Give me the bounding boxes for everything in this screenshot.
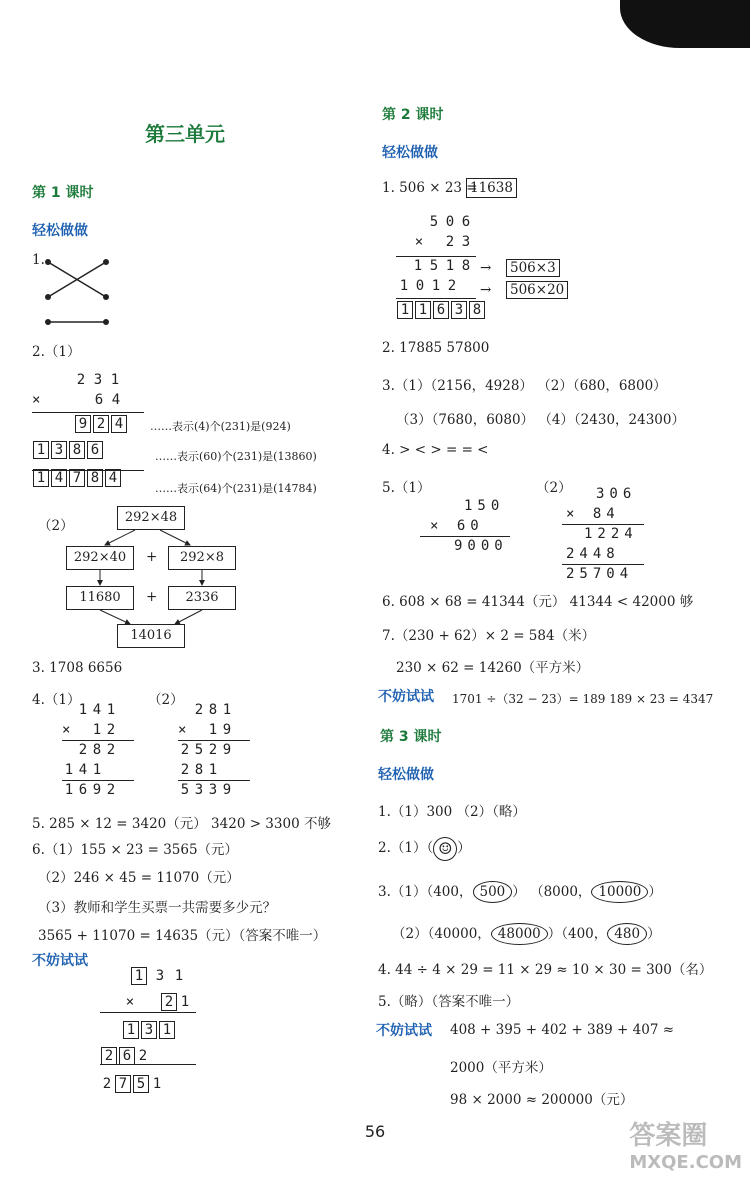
vertical-multiplication-r-q5b: 306 × 84 1224 2448 25704	[566, 486, 638, 582]
lesson-2-heading: 第 2 课时	[382, 107, 444, 123]
page-number: 56	[364, 1122, 386, 1141]
try-2-answer: 1701 ÷（32 − 23）= 189 189 × 23 = 4347	[452, 692, 714, 706]
flow-box-left: 292×40	[66, 546, 134, 570]
easy-section-heading-3: 轻松做做	[378, 767, 434, 783]
rule-line	[100, 1064, 196, 1065]
rule-line	[562, 564, 644, 565]
smiley-face-icon: ☺	[433, 837, 457, 861]
unit-title: 第三单元	[145, 122, 225, 146]
matching-lines-diagram	[40, 252, 120, 332]
r-question-7-row-1: 7.（230 + 62）× 2 = 584（米）	[382, 628, 596, 644]
try-3-line-2: 2000（平方米）	[450, 1060, 552, 1076]
flow-box-top: 292×48	[117, 506, 185, 530]
try-section-heading-3: 不妨试试	[376, 1023, 432, 1039]
try-section-heading: 不妨试试	[32, 953, 88, 969]
r-q1-partial-1: 506×3	[506, 259, 560, 277]
vertical-multiplication-q4b: 2 8 1 × 1 9 2 5 2 9 2 8 1 5 3 3 9	[178, 702, 232, 798]
arrow-icon: →	[480, 282, 492, 298]
q2-note-2: ……表示(60)个(231)是(13860)	[155, 450, 317, 463]
question-6-answer: 3565 + 11070 = 14635（元）（答案不唯一）	[38, 928, 327, 944]
easy-section-heading: 轻松做做	[32, 223, 88, 239]
r-question-3-row-2: （3）（7680，6080） （4）（2430，24300）	[396, 412, 685, 428]
l3-question-4: 4. 44 ÷ 4 × 29 = 11 × 29 ≈ 10 × 30 = 300（名）	[378, 962, 713, 978]
vertical-multiplication-q2: 2 3 1 × 6 4 9 2 4 1 3 8 6 1 4 7 8 4	[32, 370, 128, 488]
r-question-5-label: 5.（1）	[382, 480, 431, 496]
rule-line	[562, 524, 644, 525]
r-question-5-part-2-label: （2）	[536, 480, 572, 496]
rule-line	[62, 740, 134, 741]
r-question-7-row-2: 230 × 62 = 14260（平方米）	[396, 660, 590, 676]
l3-question-5: 5.（略）（答案不唯一）	[378, 994, 520, 1010]
l3-question-3-row-2: （2）（40000， 48000 ）（400， 480 ）	[392, 922, 661, 945]
r-question-6: 6. 608 × 68 = 41344（元） 41344 < 42000 够	[382, 594, 694, 610]
question-6-part-2: （2）246 × 45 = 11070（元）	[38, 870, 240, 886]
l3-question-2: 2.（1）（ ☺ ）	[378, 836, 471, 861]
flow-arrows	[60, 500, 250, 630]
easy-section-heading-2: 轻松做做	[382, 145, 438, 161]
question-4-label: 4.（1）	[32, 692, 81, 708]
question-2-label: 2.（1）	[32, 344, 81, 360]
rule-line	[396, 298, 476, 299]
rule-line	[420, 536, 510, 537]
l3-question-1: 1.（1）300 （2）（略）	[378, 804, 526, 820]
flow-box-right-result: 2336	[168, 586, 236, 610]
circled-answer: 500	[473, 881, 513, 903]
vertical-multiplication-r-q5a: 150 × 60 9000	[430, 498, 508, 554]
circled-answer: 480	[607, 923, 647, 945]
flow-box-bottom: 14016	[117, 624, 185, 648]
arrow-icon: →	[480, 260, 492, 276]
rule-line	[62, 780, 134, 781]
rule-line	[32, 412, 144, 413]
question-1-label: 1.	[32, 252, 45, 268]
question-6-part-3: （3）教师和学生买票一共需要多少元？	[38, 900, 277, 916]
r-q1-partial-2: 506×20	[506, 281, 568, 299]
q2-note-1: ……表示(4)个(231)是(924)	[150, 420, 291, 433]
question-5: 5. 285 × 12 = 3420（元） 3420 > 3300 不够	[32, 816, 331, 832]
lesson-1-heading: 第 1 课时	[32, 185, 94, 201]
lesson-3-heading: 第 3 课时	[380, 729, 442, 745]
r-question-1-answer-box: 11638	[466, 178, 517, 198]
l3-question-3-row-1: 3.（1）（400， 500 ） （8000， 10000 ）	[378, 880, 662, 903]
r-question-3-row-1: 3.（1）（2156，4928） （2）（680，6800）	[382, 378, 667, 394]
rule-line	[32, 470, 144, 471]
page-corner-shadow	[620, 0, 750, 48]
question-4-part-2-label: （2）	[148, 692, 184, 708]
q2-note-3: ……表示(64)个(231)是(14784)	[155, 482, 317, 495]
vertical-multiplication-r-q1: 5 0 6 × 2 3 1 5 1 8 1 0 1 2 1 1 6 3 8	[396, 212, 486, 320]
vertical-multiplication-q4a: 1 4 1 × 1 2 2 8 2 1 4 1 1 6 9 2	[62, 702, 116, 798]
r-question-1: 1. 506 × 23 =	[382, 180, 478, 196]
question-6-part-1: 6.（1）155 × 23 = 3565（元）	[32, 842, 239, 858]
r-question-2: 2. 17885 57800	[382, 340, 490, 356]
try-3-line-3: 98 × 2000 ≈ 200000（元）	[450, 1092, 634, 1108]
circled-answer: 10000	[591, 881, 648, 903]
circled-answer: 48000	[491, 923, 548, 945]
try-section-heading-2: 不妨试试	[378, 689, 434, 705]
try-3-line-1: 408 + 395 + 402 + 389 + 407 ≈	[450, 1022, 675, 1038]
question-2-part-2-label: （2）	[38, 518, 74, 534]
flow-plus-2: +	[146, 589, 158, 605]
flow-box-right: 292×8	[168, 546, 236, 570]
rule-line	[178, 780, 250, 781]
vertical-multiplication-try: 1 3 1 × 2 1 1 3 1 2 6 2 2 7 5 1	[102, 968, 190, 1092]
rule-line	[178, 740, 250, 741]
flow-box-left-result: 11680	[66, 586, 134, 610]
question-3: 3. 1708 6656	[32, 660, 123, 676]
rule-line	[100, 1012, 196, 1013]
rule-line	[396, 256, 476, 257]
r-question-4: 4. > < > = = <	[382, 442, 489, 458]
watermark-logo: 答案圈 MXQE.COM	[629, 1121, 742, 1173]
flow-plus-1: +	[146, 549, 158, 565]
